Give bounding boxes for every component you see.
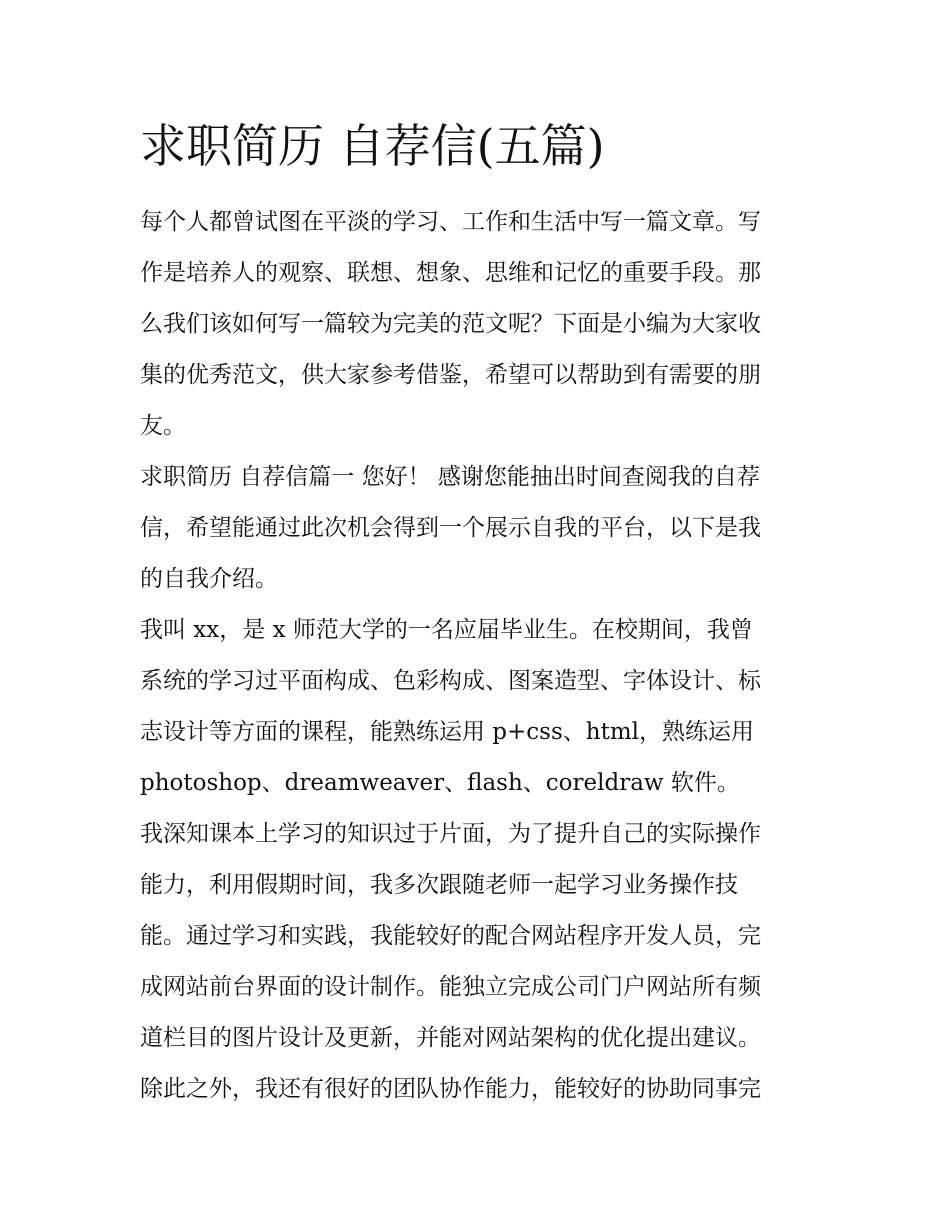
text-line: 我叫 xx，是 x 师范大学的一名应届毕业生。在校期间，我曾 xyxy=(140,617,753,643)
paragraph-greeting xyxy=(140,452,815,605)
text-line: 作是培养人的观察、联想、想象、思维和记忆的重要手段。那 xyxy=(140,260,761,286)
text-line: 志设计等方面的课程，能熟练运用 p+css、html，熟练运用 xyxy=(140,719,755,745)
text-line: 的自我介绍。 xyxy=(140,566,278,592)
text-line: 除此之外，我还有很好的团队协作能力，能较好的协助同事完 xyxy=(140,1076,761,1102)
text-line: 能力，利用假期时间，我多次跟随老师一起学习业务操作技 xyxy=(140,872,738,898)
paragraph-education xyxy=(140,605,815,809)
text-line: 集的优秀范文，供大家参考借鉴，希望可以帮助到有需要的朋 xyxy=(140,362,761,388)
paragraph-experience xyxy=(140,809,815,1115)
text-line: 每个人都曾试图在平淡的学习、工作和生活中写一篇文章。写 xyxy=(140,209,761,235)
text-line: 求职简历 自荐信篇一 您好！ 感谢您能抽出时间查阅我的自荐 xyxy=(140,464,760,490)
text-line: 成网站前台界面的设计制作。能独立完成公司门户网站所有频 xyxy=(140,974,761,1000)
text-line: 系统的学习过平面构成、色彩构成、图案造型、字体设计、标 xyxy=(140,668,761,694)
paragraph-intro xyxy=(140,197,815,452)
text-line: 么我们该如何写一篇较为完美的范文呢？下面是小编为大家收 xyxy=(140,311,761,337)
text-line: 能。通过学习和实践，我能较好的配合网站程序开发人员，完 xyxy=(140,923,761,949)
text-line: 我深知课本上学习的知识过于片面，为了提升自己的实际操作 xyxy=(140,821,761,847)
text-line: 信，希望能通过此次机会得到一个展示自我的平台，以下是我 xyxy=(140,515,761,541)
text-line: photoshop、dreamweaver、flash、coreldraw 软件。 xyxy=(140,770,740,796)
document-title: 求职简历 自荐信(五篇) xyxy=(140,119,605,173)
text-line: 道栏目的图片设计及更新，并能对网站架构的优化提出建议。 xyxy=(140,1025,761,1051)
text-line: 友。 xyxy=(140,413,186,439)
document-body xyxy=(140,197,815,1115)
